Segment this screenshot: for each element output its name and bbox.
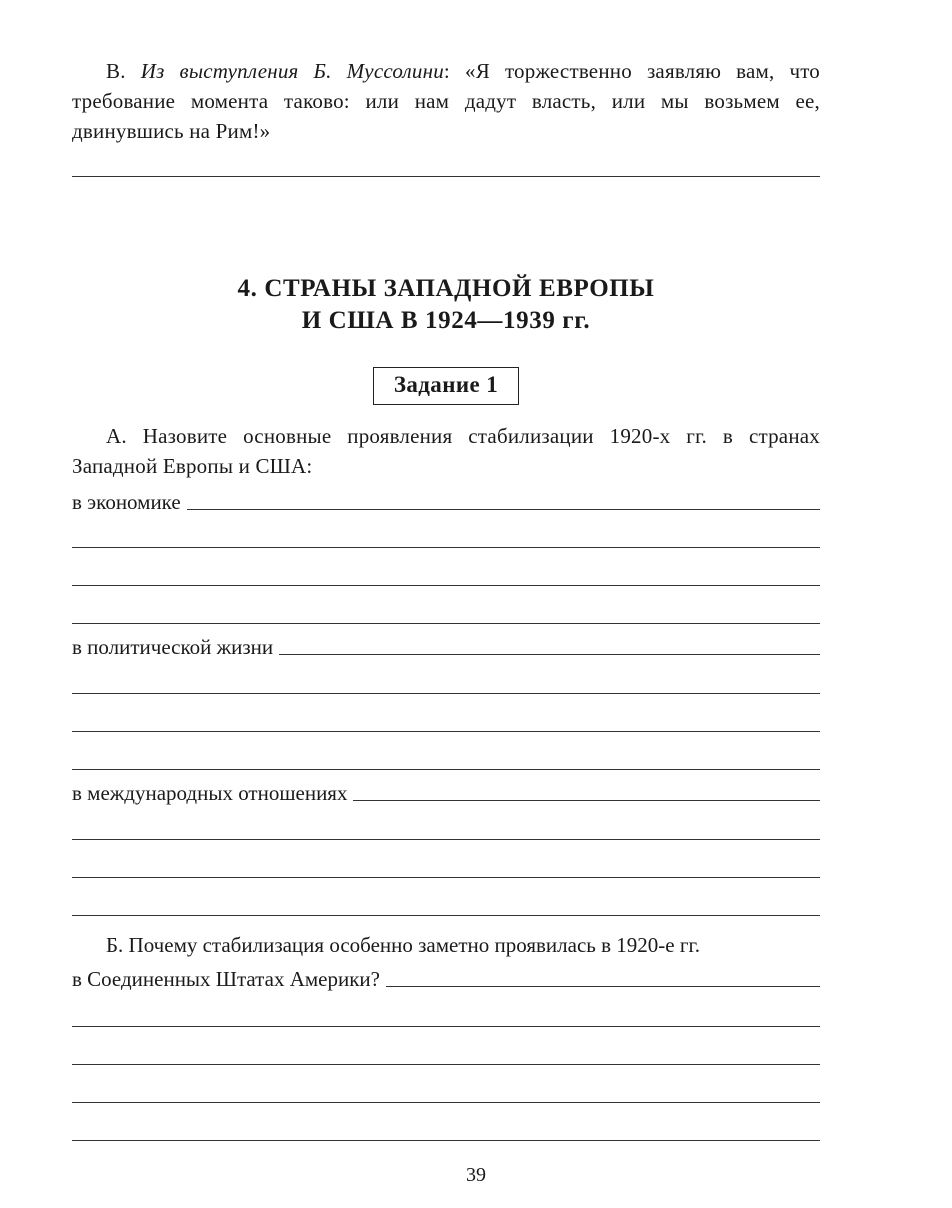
answer-line-economy-2[interactable] [72, 585, 820, 586]
answer-line-part-b-inline[interactable] [386, 986, 820, 987]
politics-label: в политической жизни [72, 635, 274, 659]
quote-text: «Я торжественно заявляю вам, что требование момента таково: или нам дадут власть, или мы возьмем ее, двинувшись на Рим!» [72, 59, 821, 143]
answer-line-international-inline[interactable] [353, 800, 820, 801]
answer-line-quote[interactable] [72, 176, 820, 177]
answer-line-international-2[interactable] [72, 877, 820, 878]
answer-line-politics-3[interactable] [72, 769, 820, 770]
page-number: 39 [466, 1164, 486, 1186]
quote-source: Из выступления Б. Муссолини [140, 59, 444, 83]
answer-line-politics-2[interactable] [72, 731, 820, 732]
politics-row [72, 632, 820, 662]
international-row [72, 778, 820, 808]
answer-line-economy-1[interactable] [72, 547, 820, 548]
answer-line-part-b-4[interactable] [72, 1140, 820, 1141]
answer-line-politics-inline[interactable] [279, 654, 820, 655]
answer-line-economy-inline[interactable] [187, 509, 820, 510]
section-title-line2: И США В 1924—1939 гг. [301, 307, 591, 334]
answer-line-international-1[interactable] [72, 839, 820, 840]
part-b-question-line1: Б. Почему стабилизация особенно заметно проявилась в 1920-е гг. [106, 933, 700, 957]
section-title-line1: 4. СТРАНЫ ЗАПАДНОЙ ЕВРОПЫ [237, 275, 655, 302]
answer-line-economy-3[interactable] [72, 623, 820, 624]
answer-line-politics-1[interactable] [72, 693, 820, 694]
workbook-page [72, 56, 820, 1141]
section-title [72, 273, 820, 337]
international-label: в международных отношениях [72, 781, 348, 805]
part-b-question-line2: в Соединенных Штатах Америки? [72, 967, 380, 991]
answer-line-part-b-3[interactable] [72, 1102, 820, 1103]
answer-line-part-b-2[interactable] [72, 1064, 820, 1065]
part-b-row [72, 964, 820, 994]
quote-label: В. [106, 59, 126, 83]
mussolini-quote-paragraph [72, 56, 820, 146]
economy-label: в экономике [72, 490, 181, 514]
economy-row [72, 487, 820, 517]
part-a-question: А. Назовите основные проявления стабилизации 1920-х гг. в странах Западной Европы и США: [72, 424, 820, 478]
task-1-label: Задание 1 [373, 367, 519, 405]
answer-line-international-3[interactable] [72, 915, 820, 916]
answer-line-part-b-1[interactable] [72, 1026, 820, 1027]
quote-colon: : [443, 59, 450, 83]
